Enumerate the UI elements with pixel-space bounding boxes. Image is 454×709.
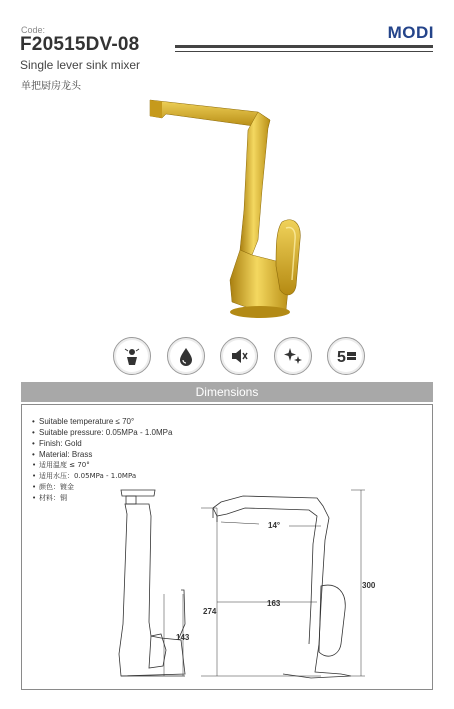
spec-item: • 适用温度 ≤ 70° [32,461,90,469]
aerator-icon [113,337,151,375]
product-name-en: Single lever sink mixer [20,58,141,72]
header-rule-thin [175,51,433,52]
reach-label: 163 [267,599,281,608]
water-saving-icon [167,337,205,375]
angle-label: 14° [268,521,281,530]
spec-item: • Suitable temperature ≤ 70° [32,417,135,426]
low-noise-icon [220,337,258,375]
product-code: F20515DV-08 [20,34,140,55]
warranty-years: 5 [337,349,346,366]
spec-item: • 适用水压：0.05MPa - 1.0MPa [32,472,137,480]
side-height-label: 143 [176,633,190,642]
spout-height-label: 274 [203,607,217,616]
product-name-cn: 单把厨房龙头 [21,81,81,92]
side-view [119,490,185,676]
spec-item: • Material: Brass [32,450,93,459]
code-label: Code: [21,25,46,35]
spec-item: • 颜色：镀金 [32,483,74,491]
spec-item: • Finish: Gold [32,439,82,448]
feature-icons [113,337,365,375]
spec-item: • 材料：铜 [32,494,67,502]
dimension-lines [183,490,365,676]
sparkle-clean-icon [274,337,312,375]
brand-logo: MODI [387,23,434,42]
header-rule [175,45,433,48]
total-height-label: 300 [362,581,376,590]
dimensions-title: Dimensions [21,382,433,402]
5-year-warranty-icon [327,337,365,375]
spec-item: • Suitable pressure: 0.05MPa - 1.0MPa [32,428,173,437]
technical-drawing [21,404,433,690]
faucet-image [140,90,320,330]
